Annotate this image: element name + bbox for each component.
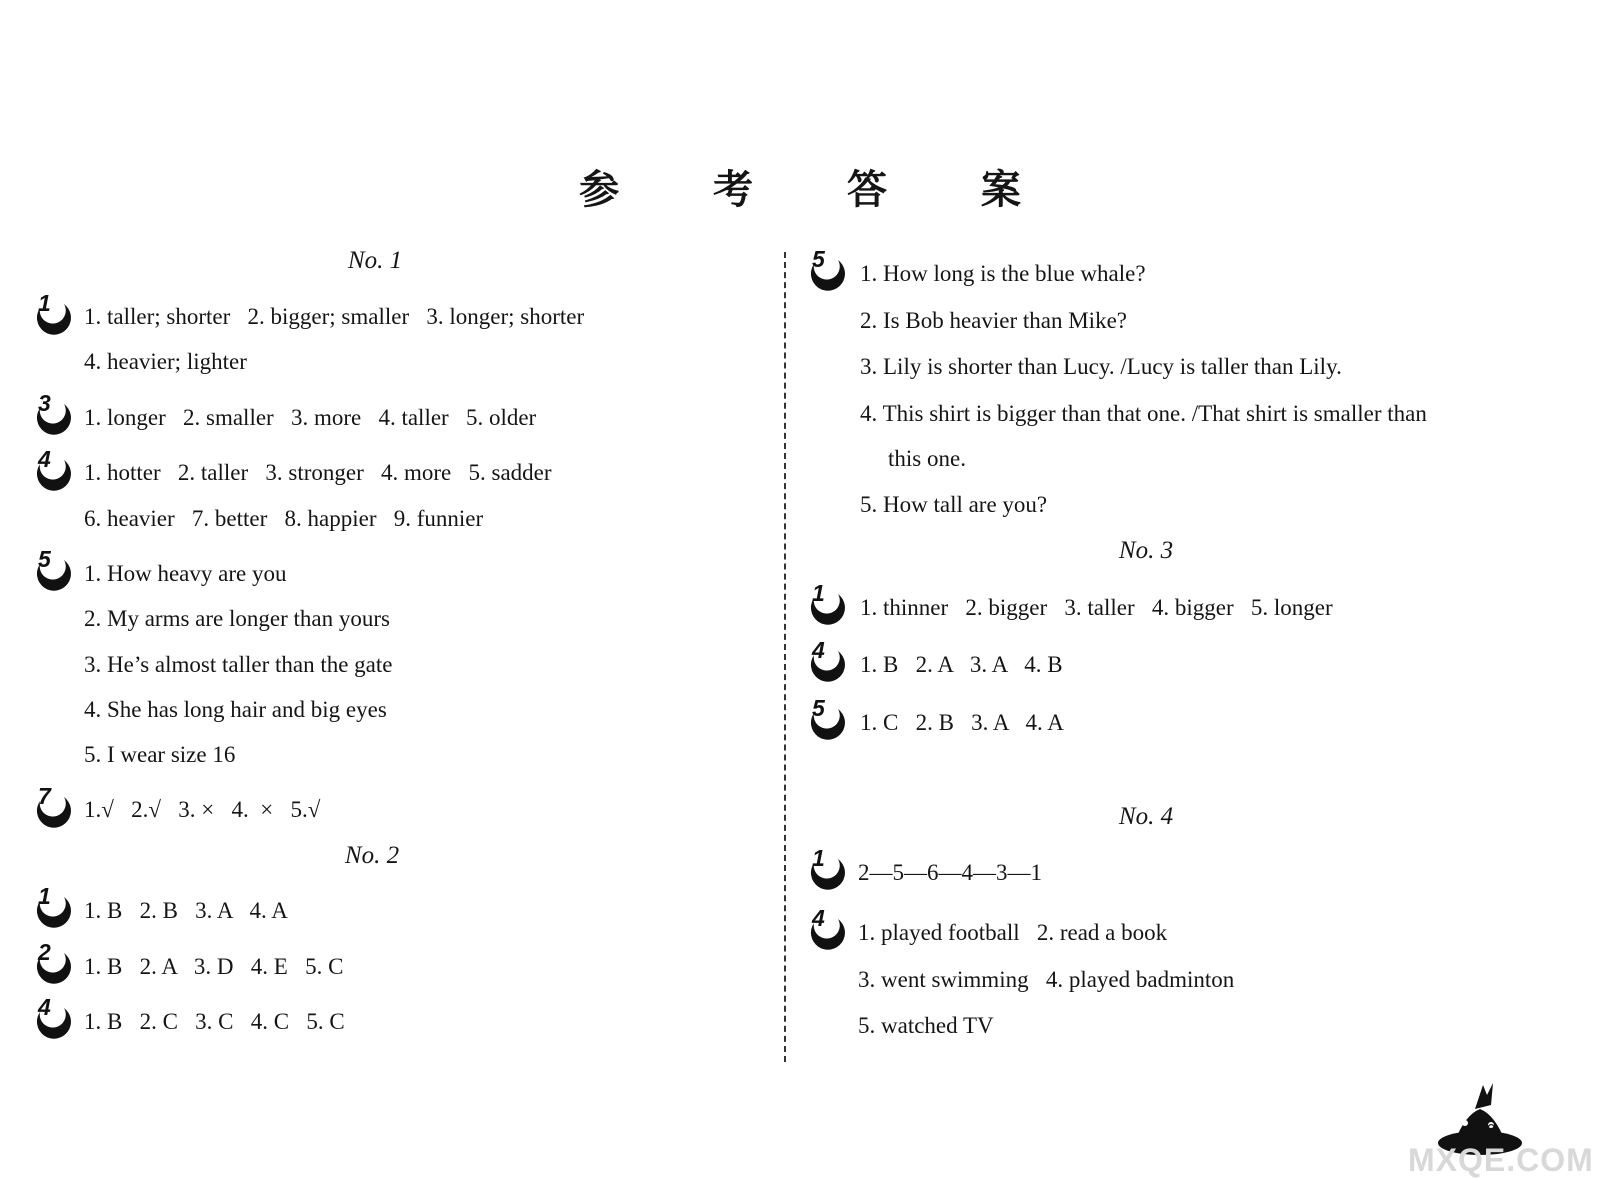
answer-line: 1. B 2. A 3. A 4. B	[860, 652, 1063, 677]
answer-line: 1. played football 2. read a book	[858, 920, 1168, 945]
answer-line: 1. taller; shorter 2. bigger; smaller 3. longer; shorter	[84, 304, 585, 329]
answer-line: 3. Lily is shorter than Lucy. /Lucy is taller than Lily.	[860, 354, 1342, 379]
question-badge-5: 5	[34, 552, 74, 592]
answer-line: 1. hotter 2. taller 3. stronger 4. more 5. sadder	[84, 460, 552, 485]
answer-line: 3. He’s almost taller than the gate	[84, 652, 393, 677]
answer-line: 4. This shirt is bigger than that one. /That shirt is smaller than	[860, 401, 1427, 426]
question-badge-5: 5	[808, 701, 848, 741]
answer-line: 1. How long is the blue whale?	[860, 261, 1146, 286]
question-badge-4: 4	[808, 911, 848, 951]
question-badge-4: 4	[34, 1000, 74, 1040]
question-badge-5: 5	[808, 252, 848, 292]
question-badge-1: 1	[34, 296, 74, 336]
answer-line: 1. B 2. C 3. C 4. C 5. C	[84, 1009, 345, 1034]
answer-line: 2. Is Bob heavier than Mike?	[860, 308, 1127, 333]
question-badge-1: 1	[34, 889, 74, 929]
answer-line: 3. went swimming 4. played badminton	[858, 967, 1235, 992]
answer-line: 2. My arms are longer than yours	[84, 606, 390, 631]
answer-line: 5. I wear size 16	[84, 742, 236, 767]
question-badge-1: 1	[808, 851, 848, 891]
question-badge-2: 2	[34, 945, 74, 985]
answer-line: 1. B 2. B 3. A 4. A	[84, 898, 288, 923]
column-divider	[784, 252, 786, 1062]
question-badge-4: 4	[808, 643, 848, 683]
answer-line: 1. C 2. B 3. A 4. A	[860, 710, 1064, 735]
page-number: 49	[1478, 1122, 1496, 1139]
answer-line: 5. watched TV	[858, 1013, 994, 1038]
answer-line: 1. thinner 2. bigger 3. taller 4. bigger 5. longer	[860, 595, 1333, 620]
answer-line: 4. She has long hair and big eyes	[84, 697, 387, 722]
question-badge-1: 1	[808, 586, 848, 626]
answer-line: this one.	[888, 446, 966, 471]
section-title-no1: No. 1	[347, 247, 403, 274]
answer-line: 2—5—6—4—3—1	[858, 860, 1042, 885]
question-badge-7: 7	[34, 789, 74, 829]
section-title-no4: No. 4	[1118, 803, 1174, 830]
answer-line: 6. heavier 7. better 8. happier 9. funnier	[84, 506, 484, 531]
section-title-no3: No. 3	[1118, 537, 1174, 564]
answer-line: 4. heavier; lighter	[84, 349, 247, 374]
answer-line: 1. longer 2. smaller 3. more 4. taller 5. older	[84, 405, 537, 430]
section-title-no2: No. 2	[344, 842, 400, 869]
watermark: MXQE.COM	[1408, 1142, 1594, 1178]
answer-line: 1. How heavy are you	[84, 561, 287, 586]
answer-line: 1.√ 2.√ 3. × 4. × 5.√	[84, 797, 321, 822]
answer-line: 1. B 2. A 3. D 4. E 5. C	[84, 954, 344, 979]
question-badge-3: 3	[34, 396, 74, 436]
answer-line: 5. How tall are you?	[860, 492, 1048, 517]
question-badge-4: 4	[34, 452, 74, 492]
page-title: 参 考 答 案	[579, 166, 1061, 213]
